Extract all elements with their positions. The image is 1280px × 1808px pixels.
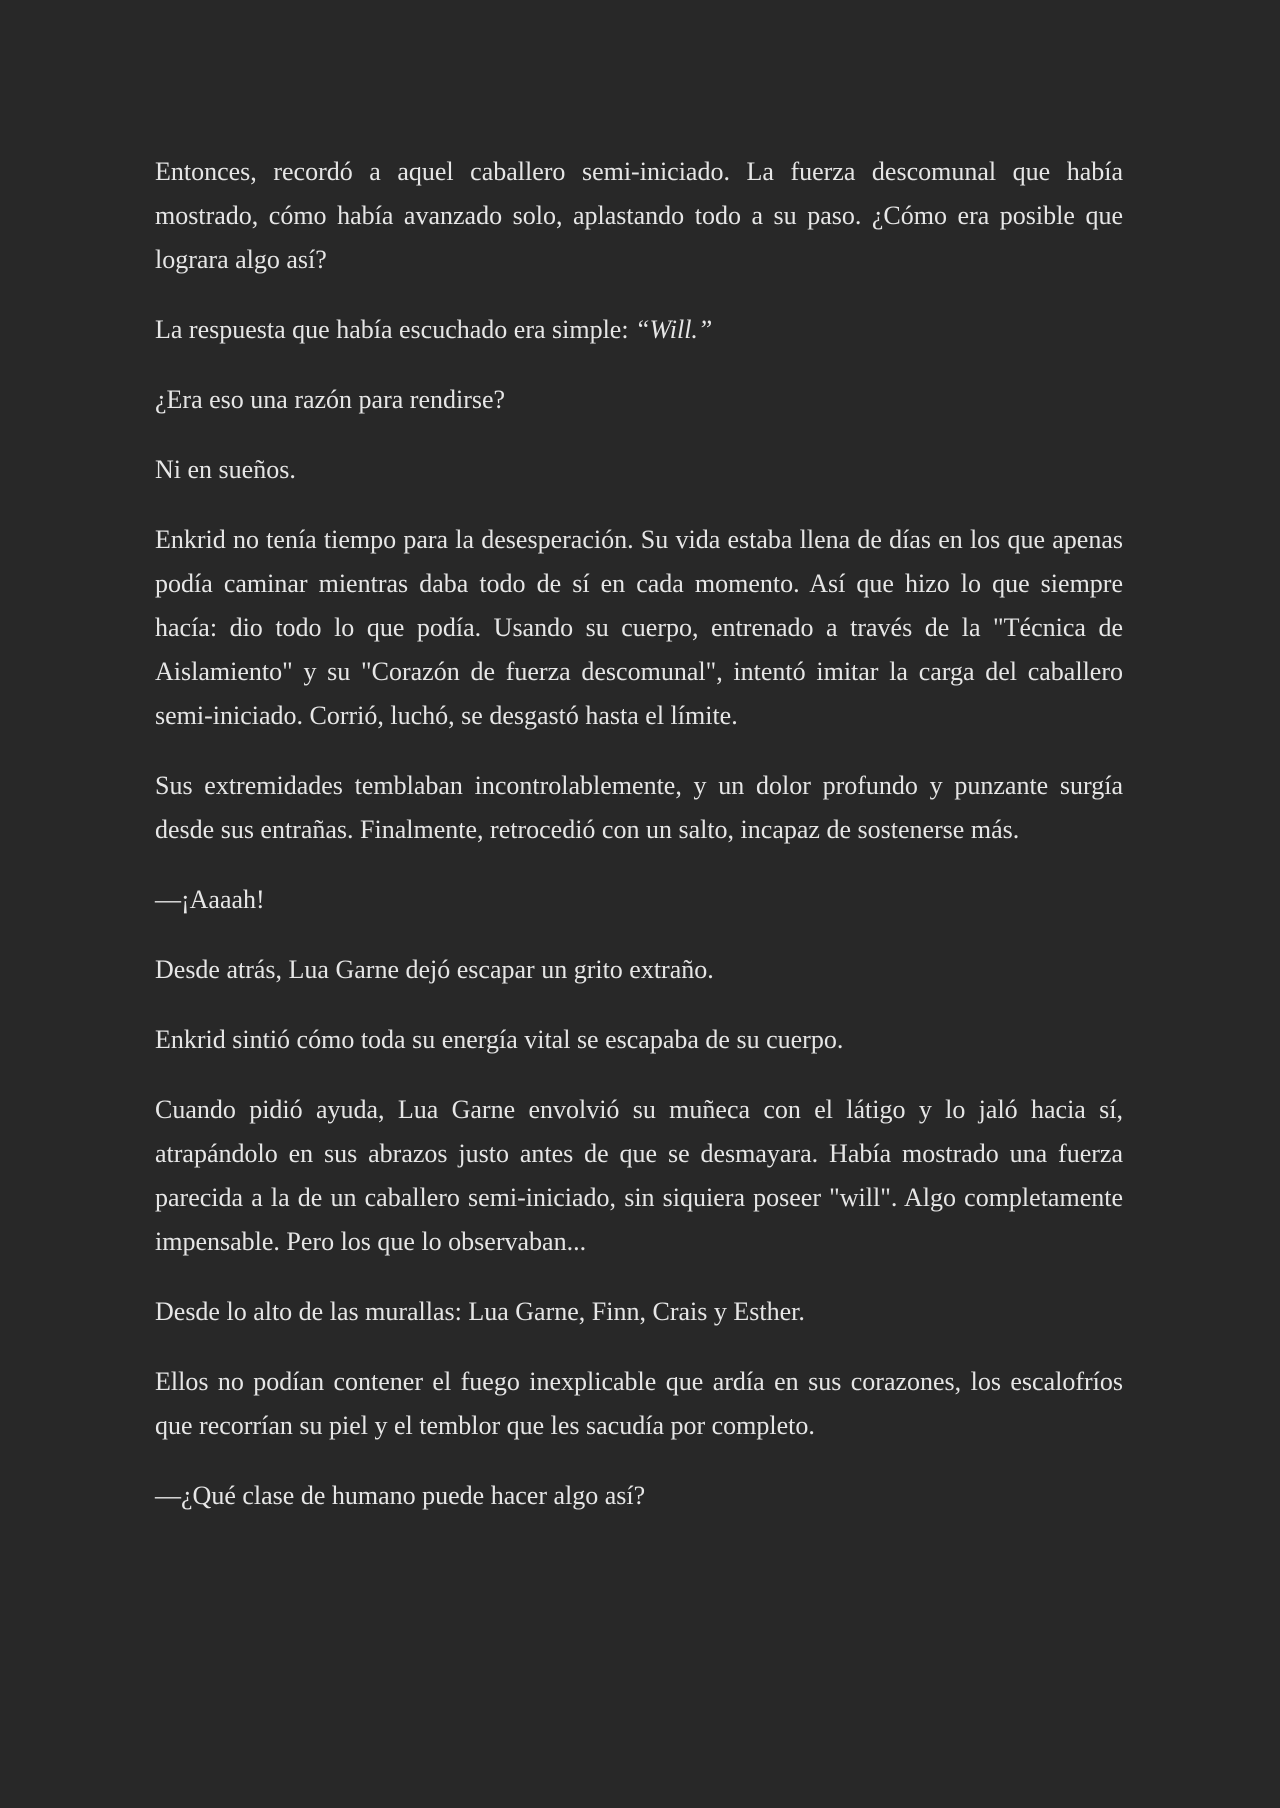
paragraph: Cuando pidió ayuda, Lua Garne envolvió su muñeca con el látigo y lo jaló hacia sí, atrapándolo en sus abrazos justo antes de que se desmayara. Había mostrado una fuerza parecida a la de un caballero semi-iniciado, sin siquiera poseer "will". Algo completamente impensable. Pero los que lo observaban... — [155, 1095, 1123, 1256]
emphasized-quote: “Will.” — [635, 315, 713, 344]
paragraph: Ellos no podían contener el fuego inexplicable que ardía en sus corazones, los escalofríos que recorrían su piel y el temblor que les sacudía por completo. — [155, 1367, 1123, 1440]
paragraph: ¿Era eso una razón para rendirse? — [155, 385, 506, 414]
paragraph: Enkrid no tenía tiempo para la desesperación. Su vida estaba llena de días en los que apenas podía caminar mientras daba todo de sí en cada momento. Así que hizo lo que siempre hacía: dio todo lo que podía. Usando su cuerpo, entrenado a través de la "Técnica de Aislamiento" y su "Corazón de fuerza descomunal", intentó imitar la carga del caballero semi-iniciado. Corrió, luchó, se desgastó hasta el límite. — [155, 525, 1123, 730]
paragraph: Ni en sueños. — [155, 455, 296, 484]
paragraph: Desde lo alto de las murallas: Lua Garne, Finn, Crais y Esther. — [155, 1297, 805, 1326]
paragraph: Entonces, recordó a aquel caballero semi-iniciado. La fuerza descomunal que había mostrado, cómo había avanzado solo, aplastando todo a su paso. ¿Cómo era posible que lograra algo así? — [155, 157, 1123, 274]
paragraph: Sus extremidades temblaban incontrolablemente, y un dolor profundo y punzante surgía desde sus entrañas. Finalmente, retrocedió con un salto, incapaz de sostenerse más. — [155, 771, 1123, 844]
paragraph: —¡Aaaah! — [155, 885, 265, 914]
paragraph: Desde atrás, Lua Garne dejó escapar un grito extraño. — [155, 955, 714, 984]
paragraph: —¿Qué clase de humano puede hacer algo así? — [155, 1481, 646, 1510]
paragraph-text: La respuesta que había escuchado era simple: — [155, 315, 636, 344]
paragraph — [155, 308, 1123, 352]
paragraph: Enkrid sintió cómo toda su energía vital se escapaba de su cuerpo. — [155, 1025, 844, 1054]
chapter-text — [155, 150, 1123, 1544]
